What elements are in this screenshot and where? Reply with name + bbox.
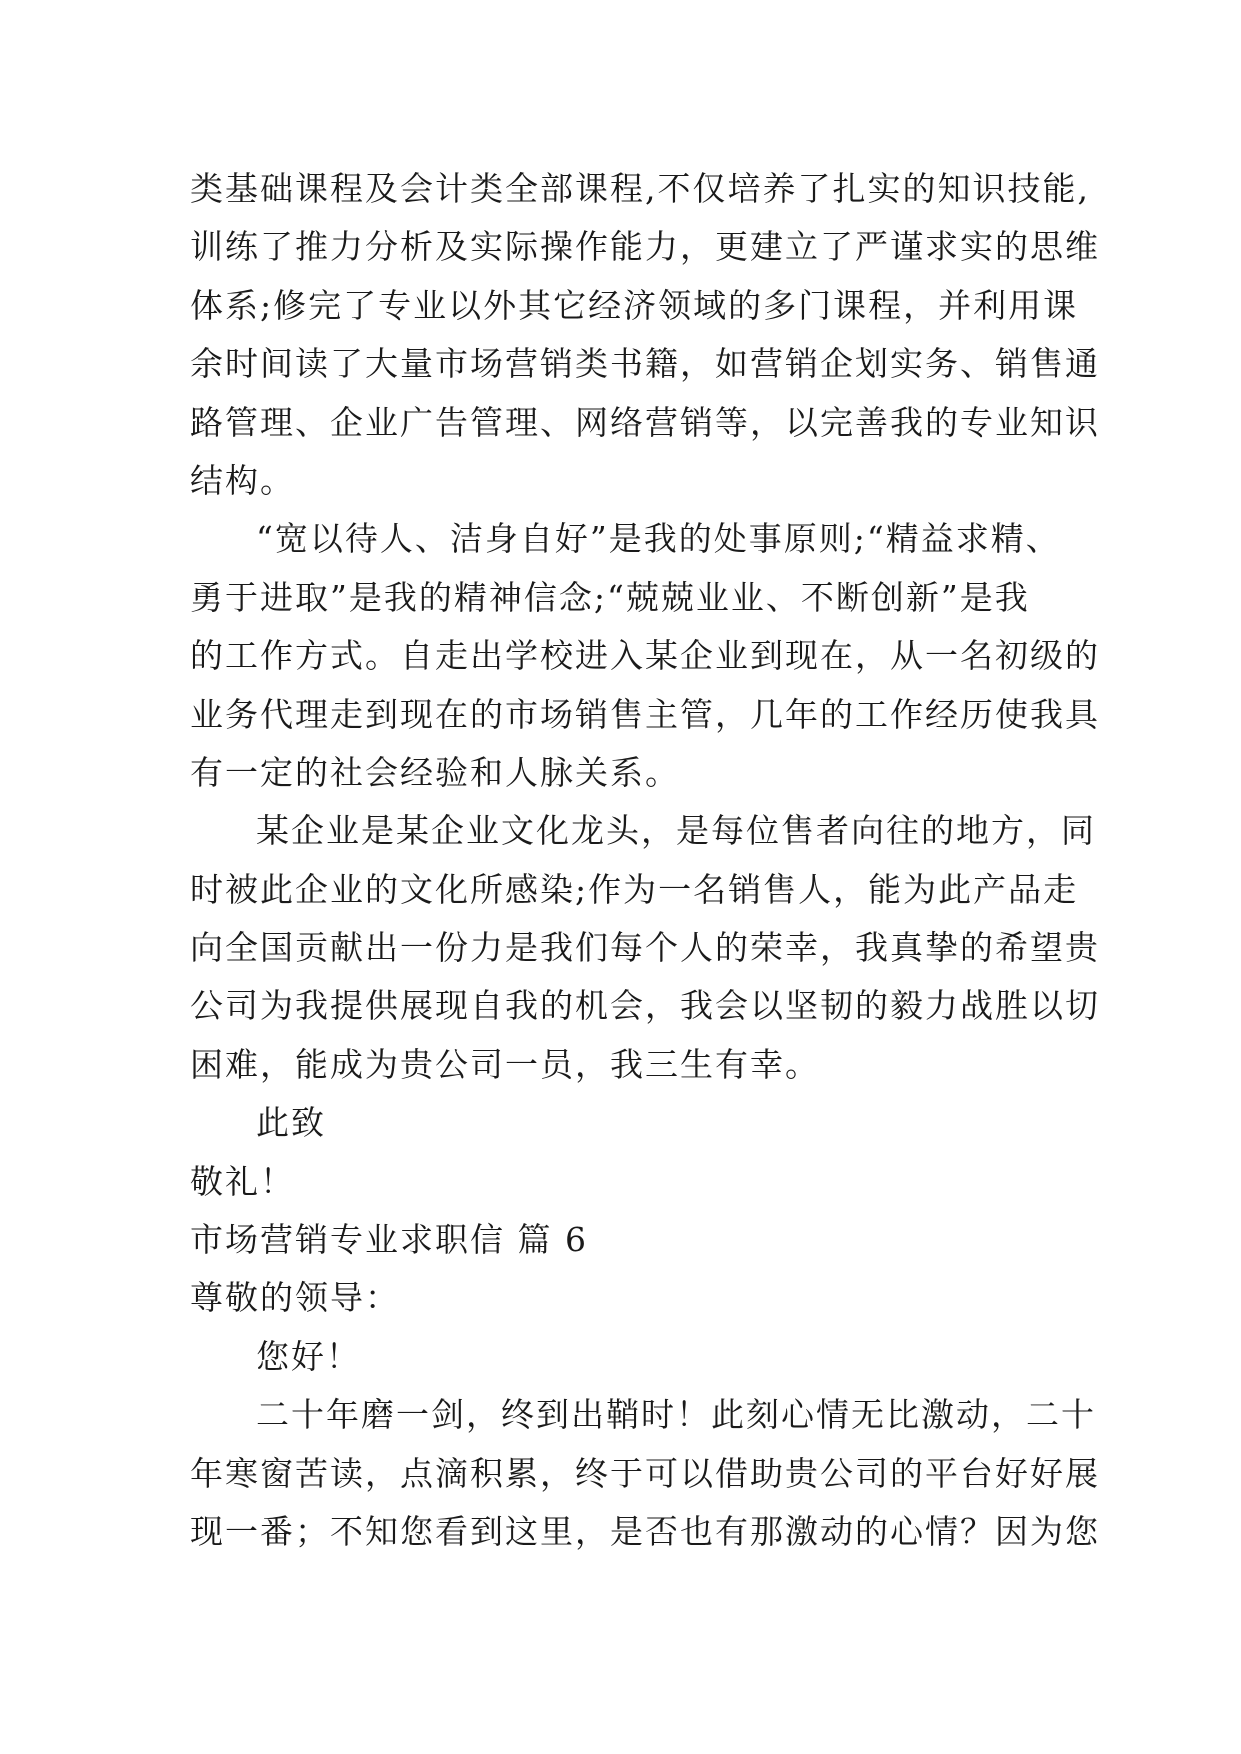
text-line: 训练了推力分析及实际操作能力，更建立了严谨求实的思维	[190, 227, 1100, 267]
paragraph-start-line: 二十年磨一剑，终到出鞘时！此刻心情无比激动，二十	[256, 1395, 1096, 1435]
letter-body	[190, 160, 1100, 1561]
closing-regards: 敬礼！	[190, 1161, 295, 1201]
closing-salutation: 此致	[256, 1103, 326, 1143]
text-line: 时被此企业的文化所感染;作为一名销售人，能为此产品走	[190, 869, 1079, 909]
text-line: 类基础课程及会计类全部课程,不仅培养了扎实的知识技能,	[190, 169, 1090, 208]
text-line: 公司为我提供展现自我的机会，我会以坚韧的毅力战胜以切	[190, 986, 1100, 1026]
letter-addressee: 尊敬的领导：	[190, 1278, 400, 1318]
text-line: 现一番；不知您看到这里，是否也有那激动的心情？因为您	[190, 1511, 1100, 1551]
section-heading: 市场营销专业求职信 篇 6	[190, 1220, 588, 1260]
text-line: 余时间读了大量市场营销类书籍，如营销企划实务、销售通	[190, 344, 1100, 384]
text-line: 勇于进取”是我的精神信念;“兢兢业业、不断创新”是我	[190, 577, 1030, 617]
paragraph-start-line: “宽以待人、洁身自好”是我的处事原则;“精益求精、	[256, 519, 1061, 559]
text-line: 体系;修完了专业以外其它经济领域的多门课程，并利用课	[190, 285, 1079, 325]
text-line: 向全国贡献出一份力是我们每个人的荣幸，我真挚的希望贵	[190, 928, 1100, 968]
paragraph-start-line: 某企业是某企业文化龙头，是每位售者向往的地方，同	[256, 811, 1096, 851]
text-line: 路管理、企业广告管理、网络营销等，以完善我的专业知识	[190, 402, 1100, 442]
text-line: 有一定的社会经验和人脉关系。	[190, 752, 680, 792]
text-line: 业务代理走到现在的市场销售主管，几年的工作经历使我具	[190, 694, 1100, 734]
letter-greeting: 您好！	[256, 1336, 361, 1376]
text-line: 结构。	[190, 460, 295, 500]
text-line: 困难，能成为贵公司一员，我三生有幸。	[190, 1044, 820, 1084]
text-line: 年寒窗苦读，点滴积累，终于可以借助贵公司的平台好好展	[190, 1453, 1100, 1493]
text-line: 的工作方式。自走出学校进入某企业到现在，从一名初级的	[190, 636, 1100, 676]
